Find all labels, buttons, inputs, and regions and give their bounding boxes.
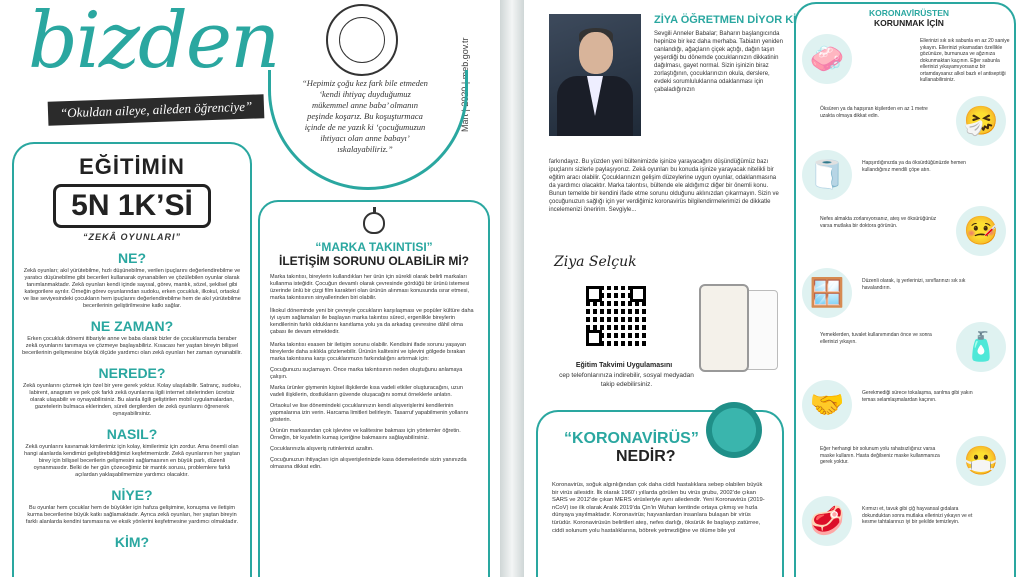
pull-quote: “Hepimiz çoğu kez fark bile etmeden ‘kendi ihtiyaç duyduğumuz mükemmel anne baba’ olmanın peşinde koşarız. Bu koşuşturmaca içinde de ne yazık ki ‘çocuğumuzun ihtiyacı olan anne babayı’ ıskalayabiliriz.”	[302, 78, 428, 154]
tip-item	[800, 496, 1010, 554]
question-heading: NE?	[118, 250, 146, 266]
coughing-person-icon: 🤧	[963, 105, 999, 136]
tip-item	[800, 34, 1010, 92]
tip-item	[800, 322, 1010, 380]
section-subtitle: İLETİŞİM SORUNU OLABİLİR Mİ?	[279, 254, 469, 268]
handshake-icon: 🤝	[809, 389, 845, 420]
hands-washing-icon: 🧼	[809, 43, 845, 74]
app-text: cep telefonlarınıza indirebilir, sosyal medyadan takip edebilirsiniz.	[559, 372, 694, 388]
tip-text: Gerekmediği sürece tokalaşma, sarılma gibi yakın temas selamlaşmalardan kaçının.	[862, 390, 973, 403]
letter-intro: Sevgili Anneler Babalar; Baharın başlangıcında hepinize bir kez daha merhaba. Tabiatın yeniden canlandığı, ağaçların çiçek açtığı, dağın taşın yeşerdiği bu dönemde çocuklarınızın dikkatinin dağılması, gayet normal. Sizin işinizin biraz zorlaştığının, çocuklarınızın okula, derslere, evdeki sorumluluklarına odaklanması için çabaladığınızın	[654, 31, 783, 93]
qr-corner	[586, 286, 602, 302]
tissue-box-icon: 🧻	[809, 159, 845, 190]
answer-text: Zekâ oyunlarını kavramak kimilerimiz için kolay, kimilerimiz için zordur. Ama önemli olan hangi alanlarda kendimizi geliştirebildiğimizi keşfetmemizdir. Zekâ oyunlarının her yaştan birey için bilişsel becerilerin gelişmesini sağlamasının en büyük parlı, düzenli oynanmasıdır. Belki de her gün çözeceğimiz bir mantık sorusu, problemlere farklı açılardan yaklaşabilmemize yardımcı olacaktır.	[24, 444, 240, 478]
phone-image	[699, 284, 749, 372]
5n1k-badge: 5N 1K’Sİ	[53, 184, 211, 228]
paragraph: Marka takıntısı, bireylerin kullandıkları her ürün için sürekli olarak belirli markaları kullanma isteğidir. Çocuğun devamlı olarak çevresinde gördüğü bir ürünü istemesi üzerinde ünlü bir çizgi film karakteri olan ürünün alınması konusunda ısrar etmesi, marka takıntısının sinyallerinden biri olabilir.	[270, 274, 470, 301]
tip-text: Eğer herhangi bir solunum yolu rahatsızlığınız varsa maske kullanın. Hasta değilseniz maske kullanmanıza gerek yoktur.	[820, 446, 940, 465]
corona-subtitle: NEDİR?	[616, 448, 676, 465]
bullet-item: Çocuğunuzun ihtiyaçları için alışverişlerinizde kasa ödemelerinde sizin yanınızda olmasına dikkat edin.	[270, 457, 467, 470]
tip-item	[800, 206, 1010, 264]
question-heading: KİM?	[114, 534, 150, 550]
question-heading: NİYE?	[111, 487, 153, 503]
brand-obsession-section	[258, 200, 490, 577]
answer-text: Zekâ oyunlarını çözmek için özel bir yere gerek yoktur. Kolay ulaşılabilir. Satranç, sudoku, labirent, anagram ve pek çok farklı zekâ oyunlarına ilgili internet sitelerinden ücretsiz olarak ulaşabilir ve oynayabilirsiniz. Bu alanla ilgili geliştirilen mobil uygulamalardan, gazetelerin bulmaca eklerinden, süreli dergilerden de zekâ oyunlarını öğrenerek oynayabilirsiniz.	[23, 383, 241, 417]
left-page	[0, 0, 500, 577]
bullet-item: Çocuklarınızla alışveriş rutinlerinizi azaltın.	[270, 446, 374, 452]
tip-text: Hapşırdığınızda ya da öksürdüğünüzde hemen kullandığınız mendili çöpe atın.	[862, 160, 966, 173]
tip-text: Ellerinizi sık sık sabunla en az 20 saniye yıkayın. Ellerinizi yıkamadan özellikle gözünüze, burnunuza ve ağzınıza dokunmaktan kaçının. Eğer sabunla ellerinizi yıkayamıyorsanız bir ortamdaysanız alkol bazlı el antiseptiği kullanabilirsiniz.	[920, 38, 1010, 83]
hand-sanitizer-icon: 🧴	[963, 331, 999, 362]
minister-photo	[549, 14, 641, 136]
virus-icon	[706, 402, 762, 458]
letter-body: farkındayız. Bu yüzden yeni bültenimizde işinize yarayacağını düşündüğümüz bazı ipuçlarını sizlerle paylaşıyoruz. Zekâ oyunları bu konuda işinize yarayacak nitelikli bir eğitim aracı olabilir. Çocuklarınızın gelişim düzeylerine uygun oyunlar, odaklanmasına da yardımcı olacaktır. Marka takıntısı, bültende ele aldığımız diğer bir önemli konu. Bunun temelde bir kendini ifade etme sorunu olduğunu aklınızdan çıkarmayın. Sizin ve çocuğunuzun sağlığı için yer verdiğimiz koronavirüs bilgilendirmelerimizi de dikkatle incelemenizi öneririm. Sevgiyle...	[549, 159, 779, 213]
apple-icon	[363, 212, 385, 234]
qr-corner	[586, 330, 602, 346]
question-heading: NE ZAMAN?	[90, 318, 174, 334]
window-icon: 🪟	[809, 277, 845, 308]
tip-item	[800, 380, 1010, 438]
newsletter-logo: bizden	[28, 0, 279, 86]
games-section	[12, 142, 252, 577]
edition-info: Mart | 2020 | meb.gov.tr	[460, 37, 470, 133]
protection-title	[849, 8, 969, 28]
qr-corner	[630, 286, 646, 302]
signature: Ziya Selçuk	[554, 254, 637, 270]
tip-text: Düzenli olarak, iş yerlerinizi, sınıflarınızı sık sık havalandırın.	[862, 278, 966, 291]
tip-item	[800, 150, 1010, 208]
section-subtitle: “ZEKÂ OYUNLARI”	[83, 232, 181, 242]
tip-text: Nefes almakta zorlanıyorsanız, ateş ve öksürüğünüz varsa mutlaka bir doktora görünün.	[820, 216, 937, 229]
tip-item	[800, 436, 1010, 494]
section-title: “MARKA TAKINTISI”	[315, 240, 433, 254]
letter-title: ZİYA ÖĞRETMEN DİYOR Kİ	[654, 14, 797, 26]
corona-text: Koronavirüs, soğuk algınlığından çok daha ciddi hastalıklara sebep olabilen büyük bir virüs ailesidir. İlk olarak 1960’ı yıllarda görülen bu virüs grubu, 2002’de çıkan SARS ve 2012’de çıkan MERS virüsleriyle aynı ailedendir. Yeni Koronavirüs (2019-nCoV) ise ilk olarak Aralık 2019’da Çin’in Wuhan kentinde ortaya çıkmış ve hızla dünyaya yayılmaktadır. Koronavirüs; hayvanlardan insanlara bulaşan bir virüs türüdür. Koronavirüsün belirtileri ateş, nefes darlığı, öksürük ile başlayıp zatürree, ciddi solunum yolu hastalıklarına, böbrek yetmezliğine ve ölüme bile yol	[552, 482, 765, 534]
tagline: “Okuldan aileye, aileden öğrenciye”	[48, 94, 265, 126]
answer-text: Erken çocukluk dönemi itibariyle anne ve baba olarak bizler de çocuklarımızla beraber zekâ oyunlarını tanımaya ve çözmeye başlayabiliriz. Kısacası her yaştan bireyin bilişsel becerilerinin gelişmesine büyük ölçüde yardımcı olan zekâ oyunları her zaman oynanabilir.	[22, 336, 242, 356]
corona-title: “KORONAVİRÜS”	[564, 430, 699, 447]
tip-item	[800, 268, 1010, 326]
raw-meat-icon: 🥩	[809, 505, 845, 536]
tip-text: Öksüren ya da hapşıran kişilerden en az 1 metre uzakta olmaya dikkat edin.	[820, 106, 928, 119]
app-title: Eğitim Takvimi Uygulamasını	[575, 362, 673, 369]
masked-person-icon: 😷	[963, 445, 999, 476]
section-title: EĞİTİMİN	[79, 154, 185, 179]
ministry-seal-icon	[326, 4, 398, 76]
answer-text: Zekâ oyunları; akıl yürütebilme, hızlı düşünebilme, verilen ipuçlarını değerlendirebilme ve yaratıcı düşünebilme gibi becerileri kullanarak oynanabilen ve çözülebilen oyunlar olarak tanımlanmaktadır. Zekâ oyunları kendi içinde sayısal, görev, mantık, sözel, şekilsel gibi kategorilere ayrılır. Örneğin görev oyunlarından sudoku, erken çocukluk, ilkokul, ortaokul ve lise seviyesindeki çocukların hem ipuçlarını değerlendirebilme hem de akıl yürütebilme becerilerinin geliştirilmesine katkı sağlar.	[23, 268, 241, 309]
tip-item	[800, 96, 1010, 154]
paragraph: Marka takıntısı esasen bir iletişim sorunu olabilir. Kendisini ifade sorunu yaşayan bireylerde daha sıklıkla gözlenebilir. Ürünün kalitesini ve işlevini gölgede bırakan marka takıntısına karşı çocuklarımızın farkındalığını artırmak için:	[270, 342, 466, 362]
paragraph: İlkokul döneminde yeni bir çevreyle çocukların karşılaşması ve popüler kültüre daha iyi uyum sağlamaları ile başlayan marka takıntısı süreci, ergenlikle bireylerin kendilerinin farklı olduklarını kanıtlama yolu ya da arkadaş çevresine dâhil olma çabası ile devam etmektedir.	[270, 308, 474, 335]
question-heading: NASIL?	[106, 426, 158, 442]
right-page	[524, 0, 1024, 577]
page-gutter	[500, 0, 524, 577]
tip-text: Kırmızı et, tavuk gibi çiğ hayvansal gıdalara dokunduktan sonra mutlaka ellerinizi yıkayın ve et kesme tahtalarınızı iyi bir şekilde temizleyin.	[862, 506, 973, 525]
tip-text: Yemeklerden, tuvalet kullanımından önce ve sonra ellerinizi yıkayın.	[820, 332, 932, 345]
protection-title-line1: KORONAVİRÜSTEN	[868, 8, 950, 18]
question-heading: NEREDE?	[98, 365, 166, 381]
bullet-item: Ürünün markasından çok işlevine ve kalitesine bakması için yöntemler öğretin. Örneğin, bir kıyafetin kumaş içeriğine bakmasını sağlayabilirsiniz.	[270, 428, 461, 441]
protection-title-line2: KORUNMAK İÇİN	[874, 18, 944, 28]
answer-text: Bu oyunlar hem çocuklar hem de büyükler için hafıza gelişimine, konuşma ve iletişim kurma becerilerine büyük katkı sağlamaktadır. Ayrıca zekâ oyunları, her yaştan bireyin farklı alanlarda kendini tanımasına ve eksik yönlerini keşfetmesine yardımcı olmaktadır.	[25, 505, 239, 525]
sick-person-icon: 🤒	[963, 215, 999, 246]
bullet-item: Çocuğunuzu suçlamayın. Önce marka takıntısının neden oluştuğunu anlamaya çalışın.	[270, 367, 463, 380]
bullet-item: Ortaokul ve lise dönemindeki çocuklarınızın kendi alışverişlerini kendilerinin yapmalarına izin verin. Harcama limitleri belirleyin. Tasarruf yapabilmenin yollarını gösterin.	[270, 403, 469, 423]
bullet-item: Marka ürünler giymenin kişisel ilişkilerde kısa vadeli etkiler oluşturacağını, uzun vadeli ilişkilerin, dostlukların güvende oluşacağını somut örneklerle anlatın.	[270, 385, 463, 398]
